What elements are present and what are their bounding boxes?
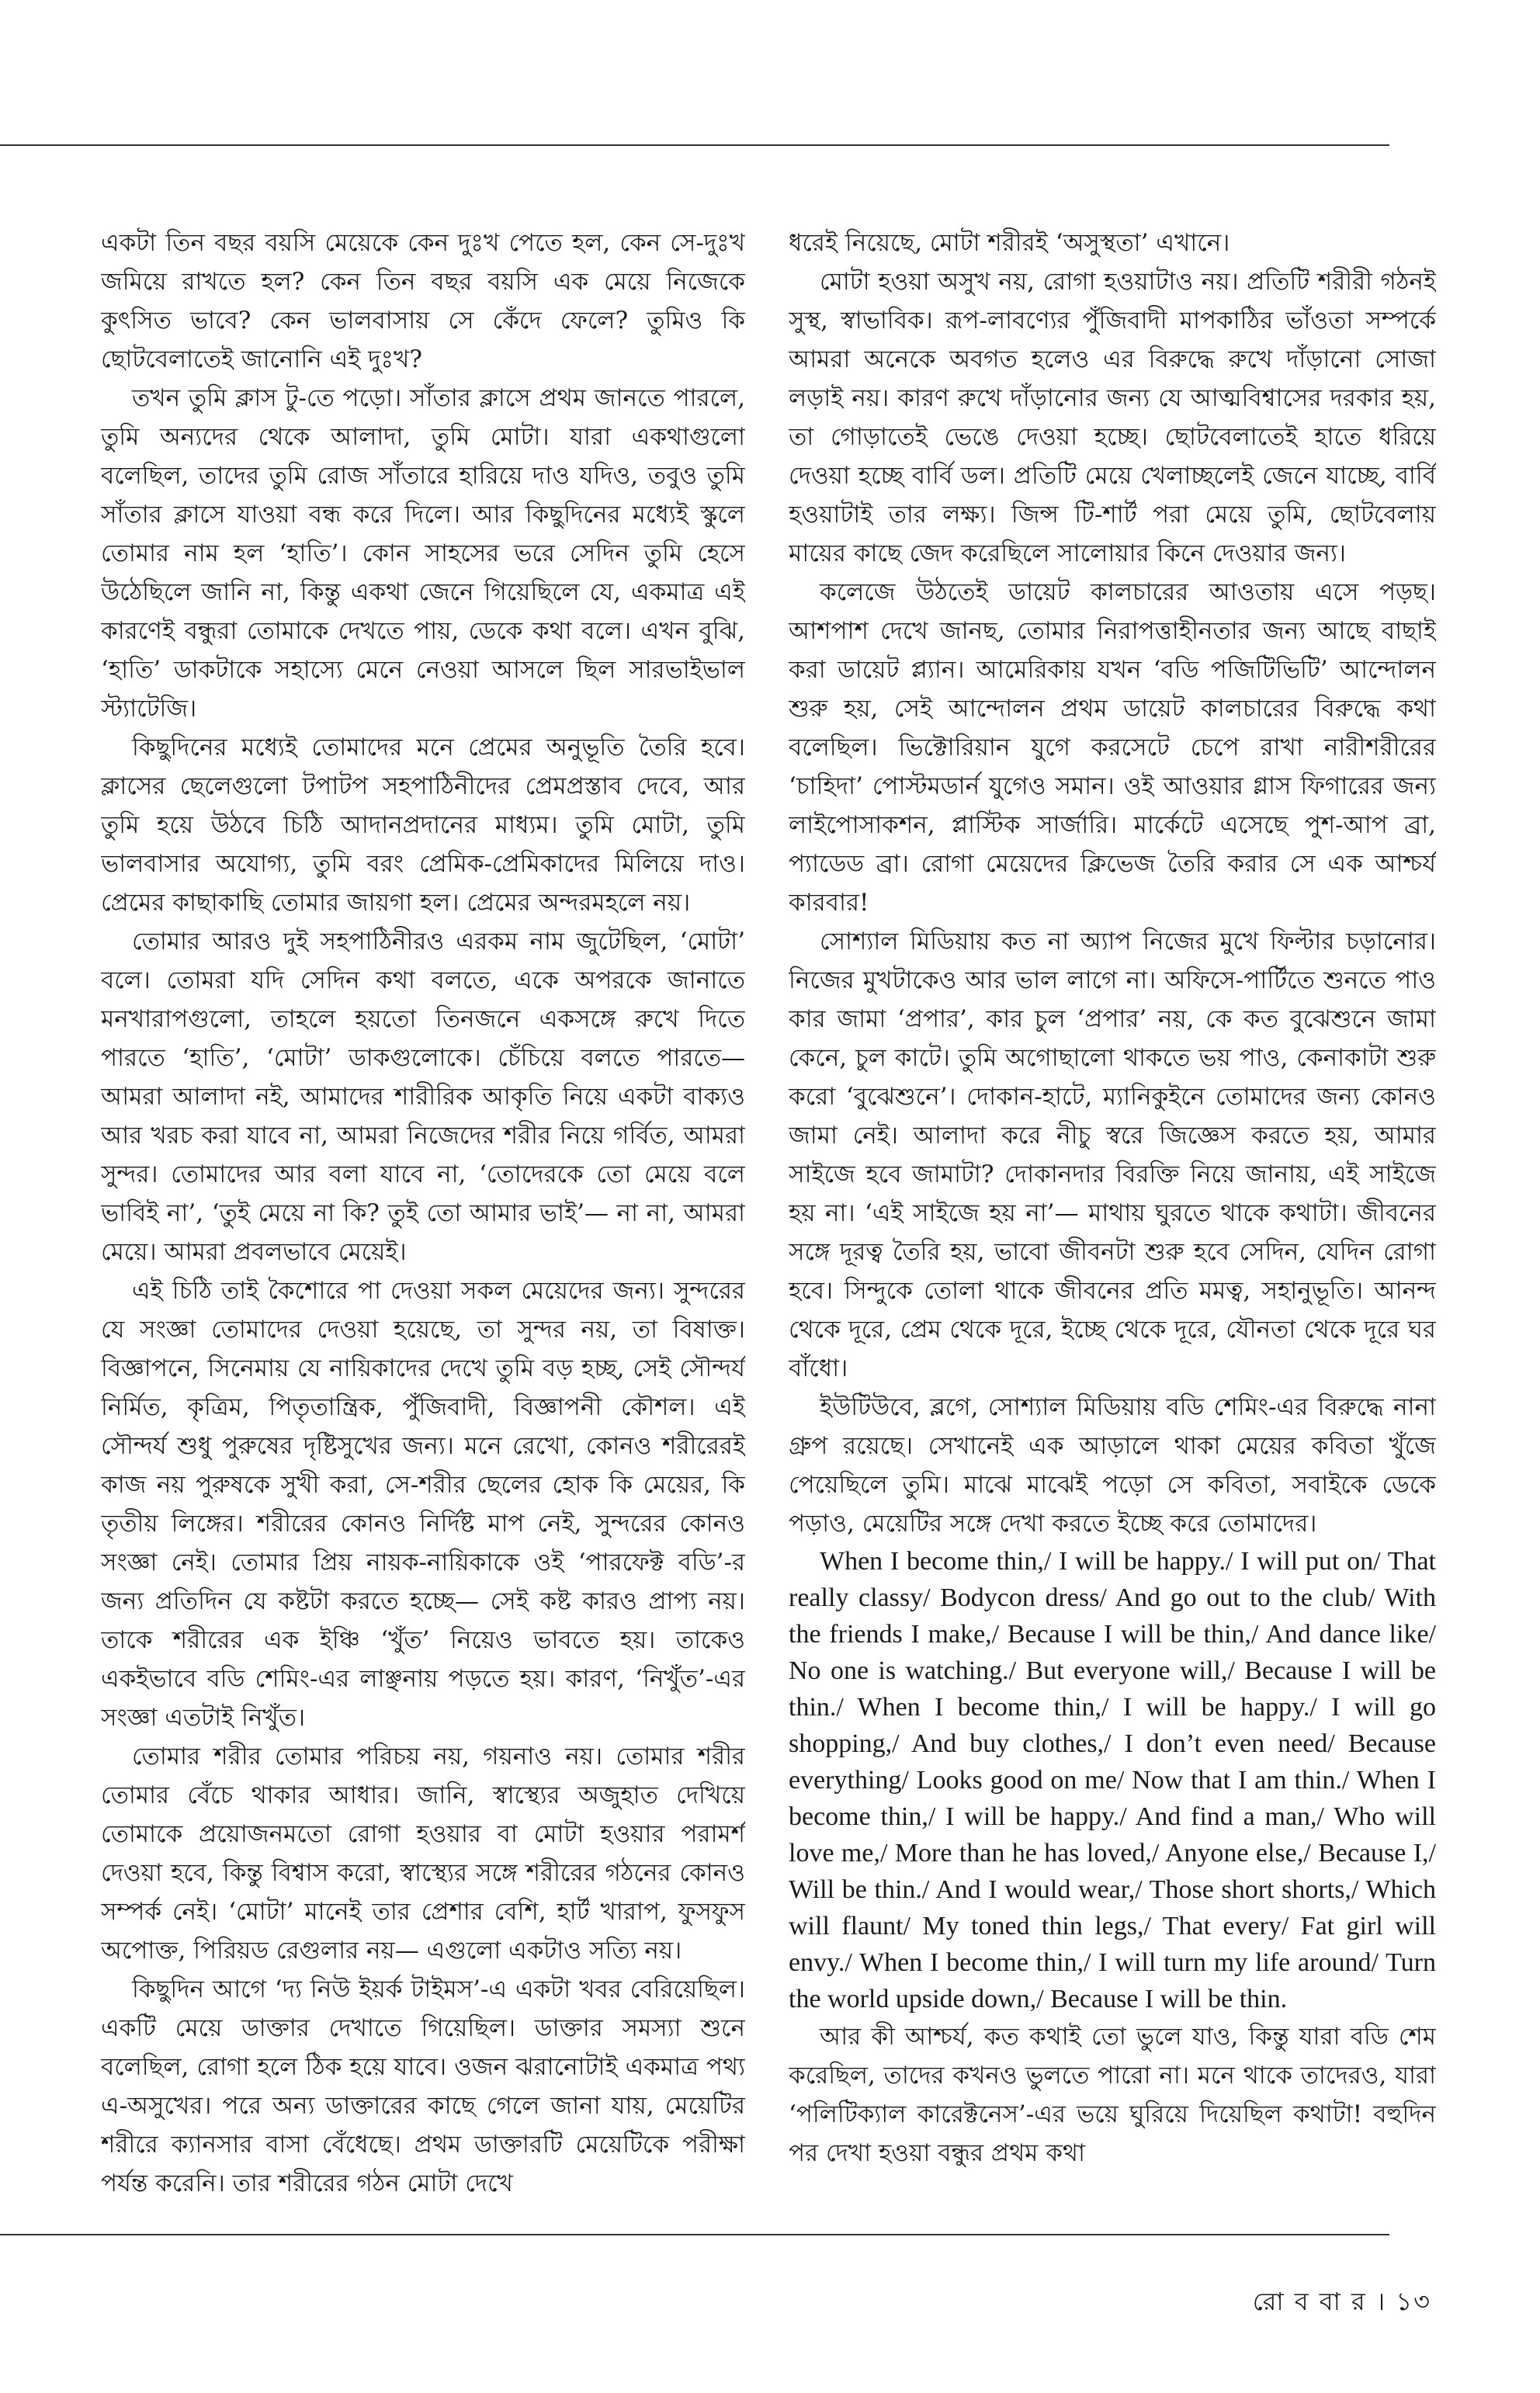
- poem-quote: When I become thin,/ I will be happy./ I will put on/ That really classy/ Bodycon dress/ And go out to the club/ With the friends I make,/ Because I will be thin,/ And dance like/ No one is watching./ But everyone will,/ Because I will be thin./ When I become thin,/ I will be happy./ I will go shopping,/ And buy clothes,/ I don’t even need/ Because everything/ Looks good on me/ Now that I am thin./ When I become thin,/ I will be happy./ And find a man,/ Who will love me,/ More than he has loved,/ Anyone else,/ Because I,/ Will be thin./ And I would wear,/ Those short shorts,/ Which will flaunt/ My toned thin legs,/ That every/ Fat girl will envy./ When I become thin,/ I will turn my life around/ Turn the world upside down,/ Because I will be thin.: [789, 1547, 1436, 2013]
- paragraph: তখন তুমি ক্লাস টু-তে পড়ো। সাঁতার ক্লাসে প্রথম জানতে পারলে, তুমি অন্যদের থেকে আলাদা, তুমি মোটা। যারা একথাগুলো বলেছিল, তাদের তুমি রোজ সাঁতারে হারিয়ে দাও যদিও, তবুও তুমি সাঁতার ক্লাসে যাওয়া বন্ধ করে দিলে। আর কিছুদিনের মধ্যেই স্কুলে তোমার নাম হল ‘হাতি’। কোন সাহসের ভরে সেদিন তুমি হেসে উঠেছিলে জানি না, কিন্তু একথা জেনে গিয়েছিলে যে, একমাত্র এই কারণেই বন্ধুরা তোমাকে দেখতে পায়, ডেকে কথা বলে। এখন বুঝি, ‘হাতি’ ডাকটাকে সহাস্যে মেনে নেওয়া আসলে ছিল সারভাইভাল স্ট্যাটেজি।: [101, 384, 745, 723]
- page-footer: [1253, 2282, 1431, 2324]
- paragraph: কিছুদিনের মধ্যেই তোমাদের মনে প্রেমের অনুভূতি তৈরি হবে। ক্লাসের ছেলেগুলো টপাটপ সহপাঠিনীদের প্রেমপ্রস্তাব দেবে, আর তুমি হয়ে উঠবে চিঠি আদানপ্রদানের মাধ্যম। তুমি মোটা, তুমি ভালবাসার অযোগ্য, তুমি বরং প্রেমিক-প্রেমিকাদের মিলিয়ে দাও। প্রেমের কাছাকাছি তোমার জায়গা হল। প্রেমের অন্দরমহলে নয়।: [101, 734, 745, 917]
- paragraph: একটা তিন বছর বয়সি মেয়েকে কেন দুঃখ পেতে হল, কেন সে-দুঃখ জমিয়ে রাখতে হল? কেন তিন বছর বয়সি এক মেয়ে নিজেকে কুৎসিত ভাবে? কেন ভালবাসায় সে কেঁদে ফেলে? তুমিও কি ছোটবেলাতেই জানোনি এই দুঃখ?: [101, 229, 745, 373]
- paragraph: আর কী আশ্চর্য, কত কথাই তো ভুলে যাও, কিন্তু যারা বডি শেম করেছিল, তাদের কখনও ভুলতে পারো না। মনে থাকে তাদেরও, যারা ‘পলিটিক্যাল কারেক্টনেস’-এর ভয়ে ঘুরিয়ে দিয়েছিল কথাটা! বহুদিন পর দেখা হওয়া বন্ধুর প্রথম কথা: [789, 2023, 1436, 2167]
- paragraph: এই চিঠি তাই কৈশোরে পা দেওয়া সকল মেয়েদের জন্য। সুন্দরের যে সংজ্ঞা তোমাদের দেওয়া হয়েছে, তা সুন্দর নয়, তা বিষাক্ত। বিজ্ঞাপনে, সিনেমায় যে নায়িকাদের দেখে তুমি বড় হচ্ছ, সেই সৌন্দর্য নির্মিত, কৃত্রিম, পিতৃতান্ত্রিক, পুঁজিবাদী, বিজ্ঞাপনী কৌশল। এই সৌন্দর্য শুধু পুরুষের দৃষ্টিসুখের জন্য। মনে রেখো, কোনও শরীরেরই কাজ নয় পুরুষকে সুখী করা, সে-শরীর ছেলের হোক কি মেয়ের, কি তৃতীয় লিঙ্গের। শরীরের কোনও নির্দিষ্ট মাপ নেই, সুন্দরের কোনও সংজ্ঞা নেই। তোমার প্রিয় নায়ক-নায়িকাকে ওই ‘পারফেক্ট বডি’-র জন্য প্রতিদিন যে কষ্টটা করতে হচ্ছে— সেই কষ্ট কারও প্রাপ্য নয়। তাকে শরীরের এক ইঞ্চি ‘খুঁত’ নিয়েও ভাবতে হয়। তাকেও একইভাবে বডি শেমিং-এর লাঞ্ছনায় পড়তে হয়। কারণ, ‘নিখুঁত’-এর সংজ্ঞা এতটাই নিখুঁত।: [101, 1277, 745, 1732]
- paragraph: ইউটিউবে, ব্লগে, সোশ্যাল মিডিয়ায় বডি শেমিং-এর বিরুদ্ধে নানা গ্রুপ রয়েছে। সেখানেই এক আড়ালে থাকা মেয়ের কবিতা খুঁজে পেয়েছিলে তুমি। মাঝে মাঝেই পড়ো সে কবিতা, সবাইকে ডেকে পড়াও, মেয়েটির সঙ্গে দেখা করতে ইচ্ছে করে তোমাদের।: [789, 1393, 1436, 1538]
- paragraph: মোটা হওয়া অসুখ নয়, রোগা হওয়াটাও নয়। প্রতিটি শরীরী গঠনই সুস্থ, স্বাভাবিক। রূপ-লাবণ্যের পুঁজিবাদী মাপকাঠির ভাঁওতা সম্পর্কে আমরা অনেকে অবগত হলেও এর বিরুদ্ধে রুখে দাঁড়ানো সোজা লড়াই নয়। কারণ রুখে দাঁড়ানোর জন্য যে আত্মবিশ্বাসের দরকার হয়, তা গোড়াতেই ভেঙে দেওয়া হচ্ছে। ছোটবেলাতেই হাতে ধরিয়ে দেওয়া হচ্ছে বার্বি ডল। প্রতিটি মেয়ে খেলাচ্ছলেই জেনে যাচ্ছে, বার্বি হওয়াটাই তার লক্ষ্য। জিন্স টি-শার্ট পরা মেয়ে তুমি, ছোটবেলায় মায়ের কাছে জেদ করেছিলে সালোয়ার কিনে দেওয়ার জন্য।: [789, 268, 1436, 567]
- paragraph: কিছুদিন আগে ‘দ্য নিউ ইয়র্ক টাইমস’-এ একটা খবর বেরিয়েছিল। একটি মেয়ে ডাক্তার দেখাতে গিয়েছিল। ডাক্তার সমস্যা শুনে বলেছিল, রোগা হলে ঠিক হয়ে যাবে। ওজন ঝরানোটাই একমাত্র পথ্য এ-অসুখের। পরে অন্য ডাক্তারের কাছে গেলে জানা যায়, মেয়েটির শরীরে ক্যানসার বাসা বেঁধেছে। প্রথম ডাক্তারটি মেয়েটিকে পরীক্ষা পর্যন্ত করেনি। তার শরীরের গঠন মোটা দেখে: [101, 1975, 745, 2197]
- paragraph: তোমার শরীর তোমার পরিচয় নয়, গয়নাও নয়। তোমার শরীর তোমার বেঁচে থাকার আধার। জানি, স্বাস্থ্যের অজুহাত দেখিয়ে তোমাকে প্রয়োজনমতো রোগা হওয়ার বা মোটা হওয়ার পরামর্শ দেওয়া হবে, কিন্তু বিশ্বাস করো, স্বাস্থ্যের সঙ্গে শরীরের গঠনের কোনও সম্পর্ক নেই। ‘মোটা’ মানেই তার প্রেশার বেশি, হার্ট খারাপ, ফুসফুস অপোক্ত, পিরিয়ড রেগুলার নয়— এগুলো একটাও সত্যি নয়।: [101, 1743, 745, 1965]
- article-column-left: [101, 224, 745, 2211]
- footer-rule: [0, 2234, 1389, 2235]
- footer-separator: ।: [1375, 2287, 1387, 2316]
- paragraph: সোশ্যাল মিডিয়ায় কত না অ্যাপ নিজের মুখে ফিল্টার চড়ানোর। নিজের মুখটাকেও আর ভাল লাগে না। অফিসে-পার্টিতে শুনতে পাও কার জামা ‘প্রপার’, কার চুল ‘প্রপার’ নয়, কে কত বুঝেশুনে জামা কেনে, চুল কাটে। তুমি অগোছালো থাকতে ভয় পাও, কেনাকাটা শুরু করো ‘বুঝেশুনে’। দোকান-হাটে, ম্যানিকুইনে তোমাদের জন্য কোনও জামা নেই। আলাদা করে নীচু স্বরে জিজ্ঞেস করতে হয়, আমার সাইজে হবে জামাটা? দোকানদার বিরক্তি নিয়ে জানায়, এই সাইজে হয় না। ‘এই সাইজে হয় না’— মাথায় ঘুরতে থাকে কথাটা। জীবনের সঙ্গে দূরত্ব তৈরি হয়, ভাবো জীবনটা শুরু হবে সেদিন, যেদিন রোগা হবে। সিন্দুকে তোলা থাকে জীবনের প্রতি মমত্ব, সহানুভূতি। আনন্দ থেকে দূরে, প্রেম থেকে দূরে, ইচ্ছে থেকে দূরে, যৌনতা থেকে দূরে ঘর বাঁধো।: [789, 928, 1436, 1382]
- paragraph: ধরেই নিয়েছে, মোটা শরীরই ‘অসুস্থতা’ এখানে।: [789, 229, 1230, 257]
- paragraph: তোমার আরও দুই সহপাঠিনীরও এরকম নাম জুটেছিল, ‘মোটা’ বলে। তোমরা যদি সেদিন কথা বলতে, একে অপরকে জানাতে মনখারাপগুলো, তাহলে হয়তো তিনজনে একসঙ্গে রুখে দিতে পারতে ‘হাতি’, ‘মোটা’ ডাকগুলোকে। চেঁচিয়ে বলতে পারতে— আমরা আলাদা নই, আমাদের শারীরিক আকৃতি নিয়ে একটা বাক্যও আর খরচ করা যাবে না, আমরা নিজেদের শরীর নিয়ে গর্বিত, আমরা সুন্দর। তোমাদের আর বলা যাবে না, ‘তোদেরকে তো মেয়ে বলে ভাবিই না’, ‘তুই মেয়ে না কি? তুই তো আমার ভাই’— না না, আমরা মেয়ে। আমরা প্রবলভাবে মেয়েই।: [101, 928, 745, 1266]
- header-rule: [0, 144, 1389, 146]
- paragraph: কলেজে উঠতেই ডায়েট কালচারের আওতায় এসে পড়ছ। আশপাশ দেখে জানছ, তোমার নিরাপত্তাহীনতার জন্য আছে বাছাই করা ডায়েট প্ল্যান। আমেরিকায় যখন ‘বডি পজিটিভিটি’ আন্দোলন শুরু হয়, সেই আন্দোলন প্রথম ডায়েট কালচারের বিরুদ্ধে কথা বলেছিল। ভিক্টোরিয়ান যুগে করসেটে চেপে রাখা নারীশরীরের ‘চাহিদা’ পোস্টমডার্ন যুগেও সমান। ওই আওয়ার গ্লাস ফিগারের জন্য লাইপোসাকশন, প্লাস্টিক সার্জারি। মার্কেটে এসেছে পুশ-আপ ব্রা, প্যাডেড ব্রা। রোগা মেয়েদের ক্লিভেজ তৈরি করার সে এক আশ্চর্য কারবার!: [789, 578, 1436, 917]
- page-number: ১৩: [1396, 2287, 1431, 2316]
- magazine-name: রো ব বা র: [1252, 2287, 1367, 2316]
- article-column-right: [789, 224, 1436, 2211]
